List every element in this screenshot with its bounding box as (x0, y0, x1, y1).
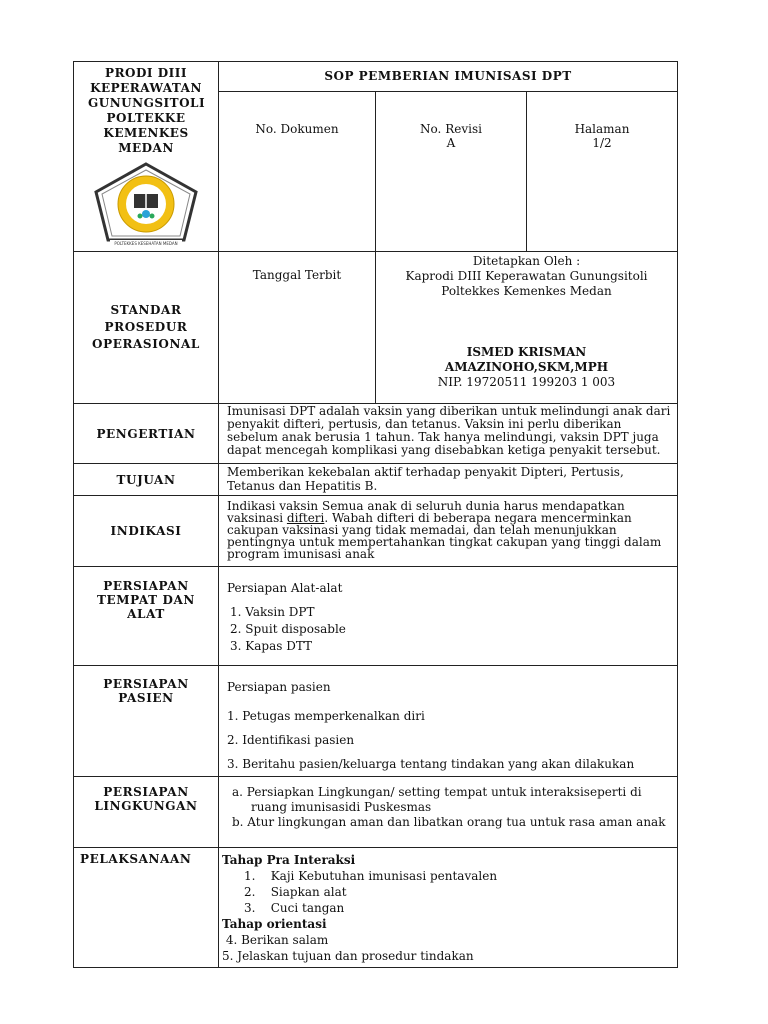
pengertian-text: Imunisasi DPT adalah vaksin yang diberikan untuk melindungi anak dari penyakit difteri, pertusis, dan tetanus. Vaksin ini perlu diberikan sebelum anak berusia 1 tahun. Tak hanya melindungi, vaksin DPT juga dapat mencegah komplikasi yang disebabkan ketiga penyakit tersebut. (219, 404, 678, 464)
list-item: 5. Jelaskan tujuan dan prosedur tindakan (222, 949, 474, 963)
persiapan-lingkungan-label: PERSIAPAN LINGKUNGAN (94, 785, 198, 813)
stage-orientasi: Tahap orientasi (222, 917, 327, 931)
logo-caption: POLTEKKES KESEHATAN MEDAN (114, 241, 178, 246)
institution-cell (74, 62, 219, 252)
sop-table (73, 61, 678, 968)
pelaksanaan-label: PELAKSANAAN (74, 848, 219, 968)
tujuan-label: TUJUAN (74, 464, 219, 496)
persiapan-pasien-label: PERSIAPAN PASIEN (103, 677, 189, 705)
tujuan-text: Memberikan kekebalan aktif terhadap penyakit Dipteri, Pertusis, Tetanus dan Hepatitis B. (219, 464, 678, 496)
list-item: 3. Beritahu pasien/keluarga tentang tindakan yang akan dilakukan (227, 757, 635, 771)
persiapan-pasien-cell (219, 666, 678, 777)
persiapan-alat-cell (219, 567, 678, 666)
list-item: 2. Identifikasi pasien (227, 733, 355, 747)
persiapan-alat-list (227, 604, 671, 655)
document-title: SOP PEMBERIAN IMUNISASI DPT (219, 62, 678, 92)
persiapan-alat-label-cell (74, 567, 219, 666)
pengertian-label: PENGERTIAN (74, 404, 219, 464)
lingkungan-item-a-line1: a. Persiapkan Lingkungan/ setting tempat untuk interaksiseperti di (232, 785, 642, 799)
pelaksanaan-cell (219, 848, 678, 968)
page-cell (527, 91, 678, 251)
revision-cell (376, 91, 527, 251)
indikasi-text-after: . Wabah difteri di beberapa negara mencerminkan cakupan vaksinasi yang tidak memadai, dan telah menunjukkan pentingnya untuk mempertahankan tingkat cakupan yang tinggi dalam program imunisasi anak (227, 511, 662, 561)
persiapan-alat-label: PERSIAPAN TEMPAT DAN ALAT (97, 579, 195, 621)
approved-by-label: Ditetapkan Oleh : (472, 254, 581, 268)
signer-name-1: ISMED KRISMAN (466, 345, 587, 359)
persiapan-lingkungan-label-cell (74, 777, 219, 848)
indikasi-cell (219, 496, 678, 567)
list-item: 2. Siapkan alat (244, 885, 347, 899)
page-value: 1/2 (592, 135, 612, 150)
revision-label: No. Revisi (420, 121, 482, 136)
list-item: 3. Cuci tangan (244, 901, 345, 915)
persiapan-pasien-heading: Persiapan pasien (227, 680, 331, 694)
issue-date-label: Tanggal Terbit (252, 268, 342, 282)
doc-number-label: No. Dokumen (255, 121, 339, 136)
list-item: 1. Vaksin DPT (230, 605, 315, 619)
indikasi-label: INDIKASI (74, 496, 219, 567)
poltekkes-logo-icon (90, 160, 202, 248)
persiapan-alat-heading: Persiapan Alat-alat (227, 581, 343, 595)
page-label: Halaman (574, 121, 630, 136)
signer-nip: NIP. 19720511 199203 1 003 (437, 375, 616, 389)
lingkungan-item-b: b. Atur lingkungan aman dan libatkan orang tua untuk rasa aman anak (232, 815, 666, 829)
persiapan-pasien-label-cell (74, 666, 219, 777)
persiapan-lingkungan-cell (219, 777, 678, 848)
persiapan-pasien-list (227, 704, 671, 776)
list-item: 3. Kapas DTT (230, 639, 313, 653)
stage-pra-interaksi: Tahap Pra Interaksi (222, 853, 356, 867)
lingkungan-item-a-line2: ruang imunisasidi Puskesmas (251, 800, 432, 814)
institution-logo (74, 156, 218, 251)
list-item: 4. Berikan salam (222, 933, 329, 947)
revision-value: A (446, 135, 456, 150)
issue-date-cell (219, 252, 376, 404)
signer-name-2: AMAZINOHO,SKM,MPH (444, 360, 609, 374)
approval-cell (376, 252, 678, 404)
list-item: 1. Kaji Kebutuhan imunisasi pentavalen (244, 869, 498, 883)
standard-label-cell (74, 252, 219, 404)
list-item: 1. Petugas memperkenalkan diri (227, 709, 425, 723)
institution-name: PRODI DIII KEPERAWATAN GUNUNGSITOLI POLTEKKE KEMENKES MEDAN (88, 66, 206, 155)
approver-office-2: Poltekkes Kemenkes Medan (441, 284, 612, 298)
approver-office-1: Kaprodi DIII Keperawatan Gunungsitoli (405, 269, 648, 283)
difteri-link[interactable]: difteri (286, 511, 325, 525)
indikasi-text-before: Indikasi vaksin Semua anak di seluruh dunia harus mendapatkan vaksinasi (227, 499, 625, 525)
list-item: 2. Spuit disposable (230, 622, 346, 636)
standard-label: STANDAR PROSEDUR OPERASIONAL (92, 303, 200, 351)
doc-number-cell (219, 91, 376, 251)
